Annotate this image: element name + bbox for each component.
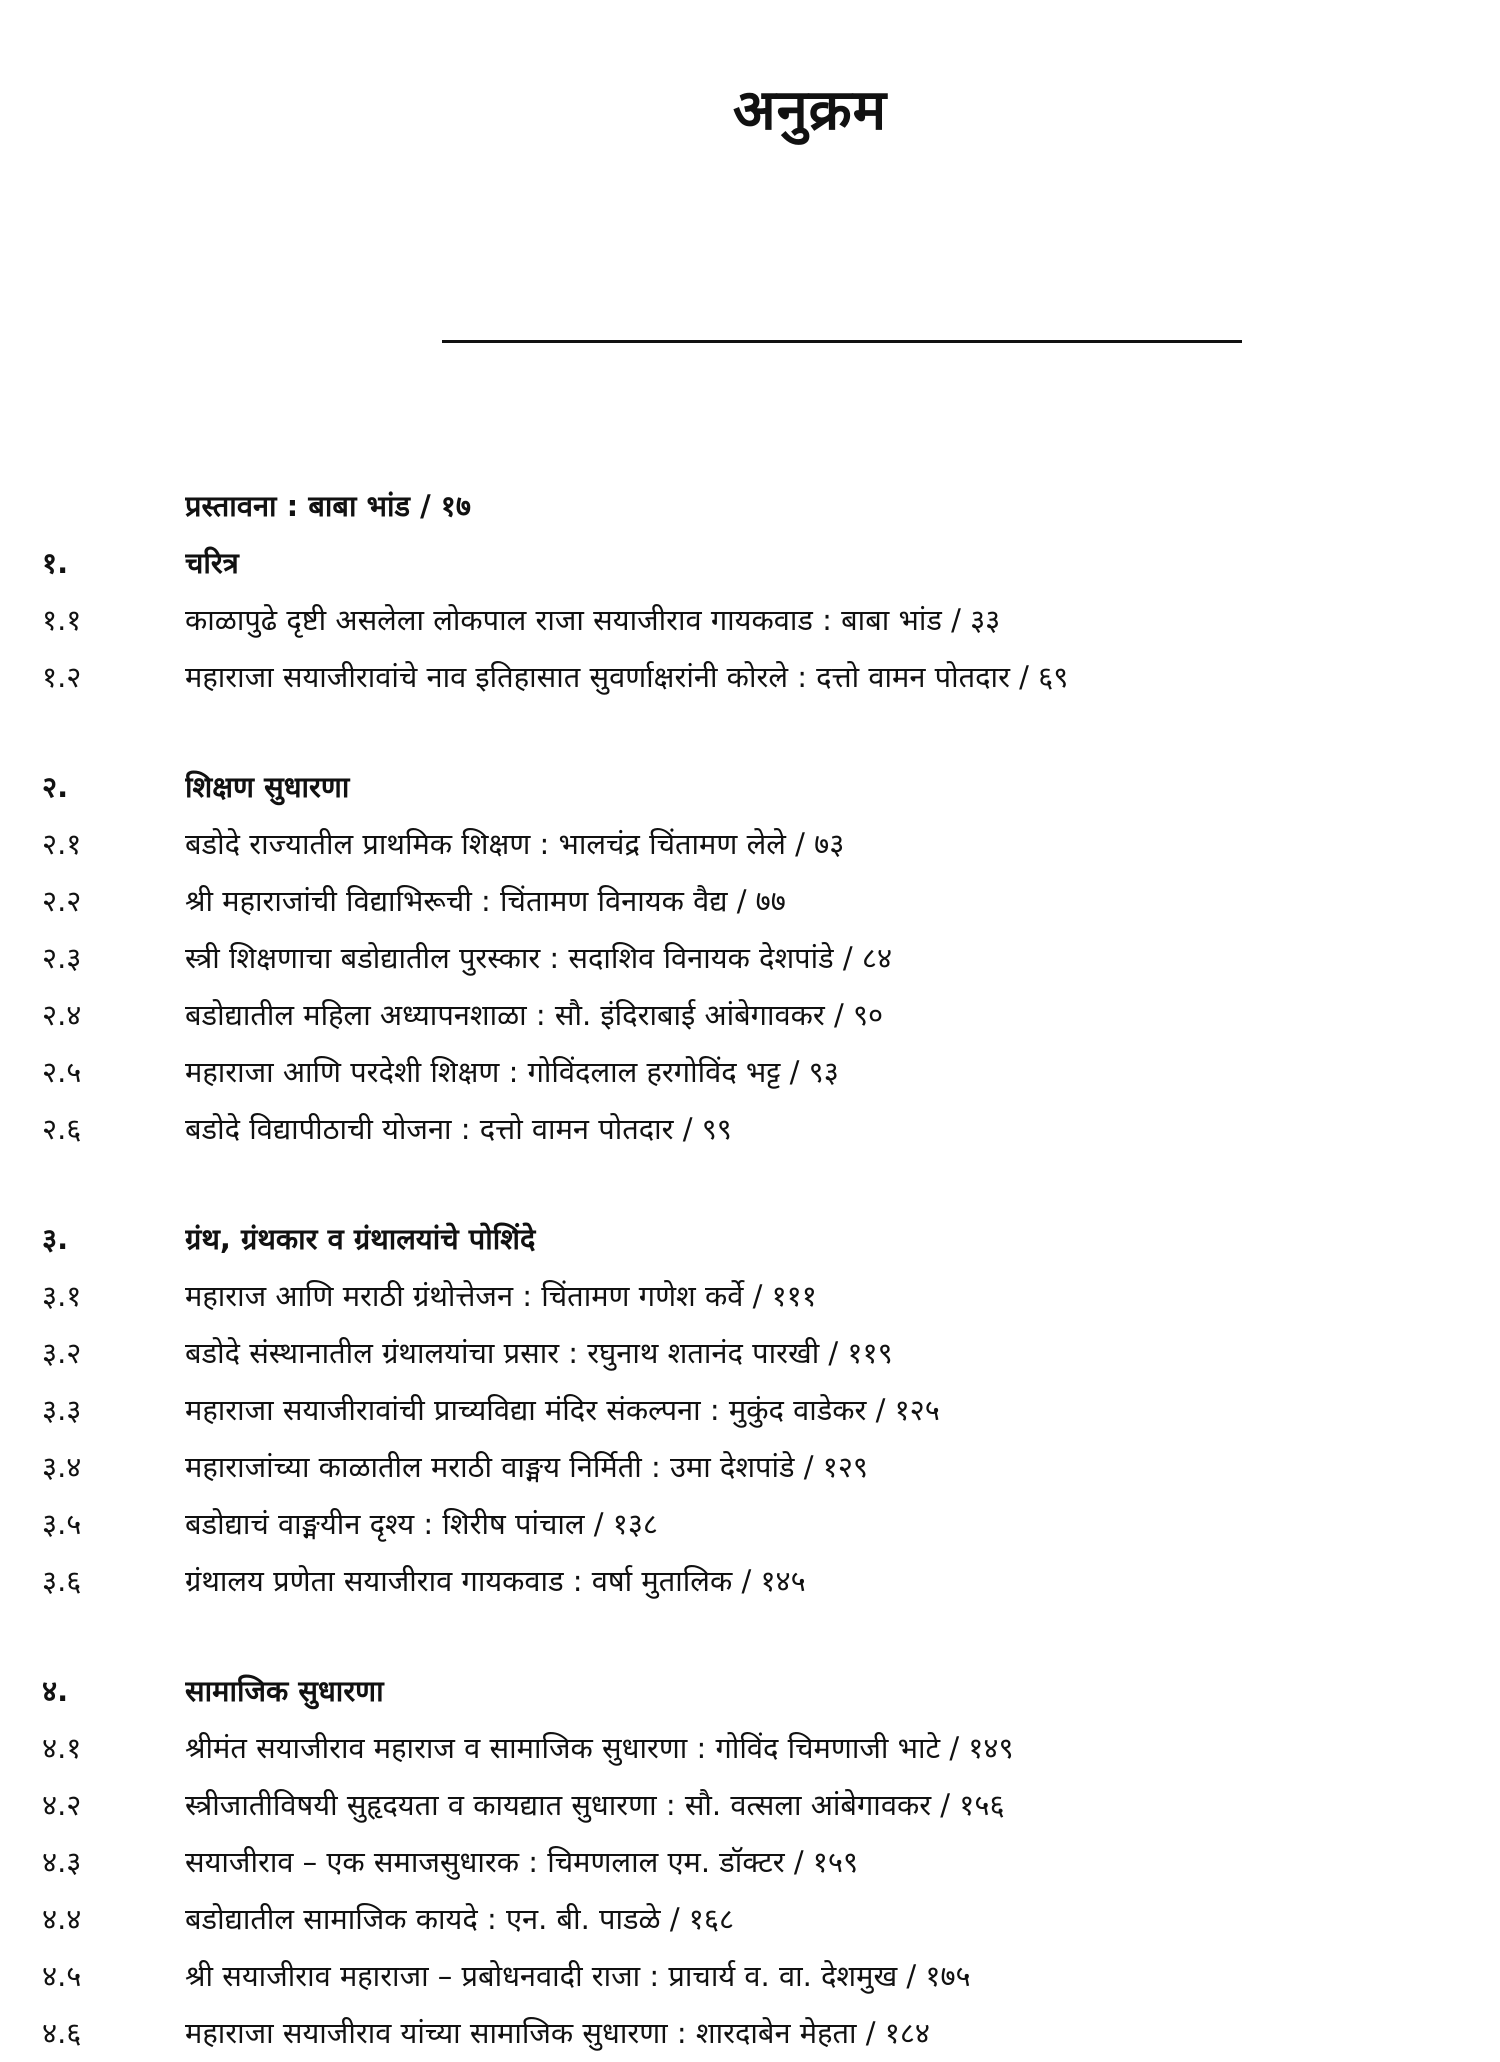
toc-entry (0, 1720, 1500, 1777)
toc-entry-text: श्रीमंत सयाजीराव महाराज व सामाजिक सुधारणा : गोविंद चिमणाजी भाटे / १४९ (185, 1731, 1014, 1765)
toc-entry-text: महाराजा आणि परदेशी शिक्षण : गोविंदलाल हरगोविंद भट्ट / ९३ (185, 1055, 839, 1089)
toc-entry-number: २.६ (42, 1112, 82, 1146)
toc-preface (0, 478, 1500, 535)
toc-entry (0, 1553, 1500, 1610)
toc-entry (0, 649, 1500, 706)
section-spacer (0, 1610, 1500, 1663)
toc-entry-number: ४.३ (42, 1845, 82, 1879)
toc-section-number: १. (42, 546, 69, 580)
title-divider (442, 340, 1242, 343)
toc-entry-text: महाराजा सयाजीरावांची प्राच्यविद्या मंदिर संकल्पना : मुकुंद वाडेकर / १२५ (185, 1393, 940, 1427)
toc-entry-text: सयाजीराव – एक समाजसुधारक : चिमणलाल एम. डॉक्टर / १५९ (185, 1845, 859, 1879)
page-title: अनुक्रम (732, 78, 888, 143)
toc-entry-text: काळापुढे दृष्टी असलेला लोकपाल राजा सयाजीराव गायकवाड : बाबा भांड / ३३ (185, 603, 1001, 637)
toc-section-title: चरित्र (185, 546, 239, 580)
toc-entry-number: १.२ (42, 660, 82, 694)
toc-section-number: ४. (42, 1674, 69, 1708)
toc-entry-number: ४.५ (42, 1959, 82, 1993)
toc-entry-text: बडोद्यातील महिला अध्यापनशाळा : सौ. इंदिराबाई आंबेगावकर / ९० (185, 998, 884, 1032)
toc-section-title: सामाजिक सुधारणा (185, 1674, 384, 1708)
toc-entry (0, 1777, 1500, 1834)
toc-entry-number: ४.१ (42, 1731, 82, 1765)
section-spacer (0, 706, 1500, 759)
toc-entry-number: ४.६ (42, 2016, 82, 2050)
toc-entry-number: १.१ (42, 603, 82, 637)
toc-entry-text: महाराजा सयाजीराव यांच्या सामाजिक सुधारणा : शारदाबेन मेहता / १८४ (185, 2016, 931, 2050)
toc-section-title: ग्रंथ, ग्रंथकार व ग्रंथालयांचे पोशिंदे (185, 1222, 536, 1256)
toc-entry-number: २.४ (42, 998, 82, 1032)
toc-entry-number: ४.४ (42, 1902, 82, 1936)
toc-entry (0, 1891, 1500, 1948)
toc-entry (0, 1439, 1500, 1496)
section-spacer (0, 1158, 1500, 1211)
toc-entry-text: श्री सयाजीराव महाराजा – प्रबोधनवादी राजा : प्राचार्य व. वा. देशमुख / १७५ (185, 1959, 971, 1993)
toc-entry-number: ३.२ (42, 1336, 82, 1370)
toc-entry-number: ३.३ (42, 1393, 82, 1427)
toc-entry-number: ३.१ (42, 1279, 82, 1313)
toc-entry-text: महाराजांच्या काळातील मराठी वाङ्मय निर्मिती : उमा देशपांडे / १२९ (185, 1450, 868, 1484)
toc-entry-number: २.१ (42, 827, 82, 861)
toc-entry (0, 1325, 1500, 1382)
toc-entry-text: बडोदे संस्थानातील ग्रंथालयांचा प्रसार : रघुनाथ शतानंद पारखी / ११९ (185, 1336, 893, 1370)
toc-entry-text: महाराजा सयाजीरावांचे नाव इतिहासात सुवर्णाक्षरांनी कोरले : दत्तो वामन पोतदार / ६९ (185, 660, 1069, 694)
toc-entry-number: २.३ (42, 941, 82, 975)
toc-entry-text: बडोदे विद्यापीठाची योजना : दत्तो वामन पोतदार / ९९ (185, 1112, 732, 1146)
toc-section-heading (0, 1211, 1500, 1268)
toc-entry (0, 1496, 1500, 1553)
toc-entry (0, 930, 1500, 987)
toc-entry-text: ग्रंथालय प्रणेता सयाजीराव गायकवाड : वर्षा मुतालिक / १४५ (185, 1564, 806, 1598)
toc-section-heading (0, 535, 1500, 592)
toc-entry-number: २.२ (42, 884, 82, 918)
toc-entry (0, 873, 1500, 930)
toc-section-heading (0, 759, 1500, 816)
toc-entry-number: २.५ (42, 1055, 82, 1089)
toc-entry (0, 2005, 1500, 2062)
toc-entry (0, 1044, 1500, 1101)
toc-entry-text: बडोद्यातील सामाजिक कायदे : एन. बी. पाडळे / १६८ (185, 1902, 735, 1936)
toc-entry-text: श्री महाराजांची विद्याभिरूची : चिंतामण विनायक वैद्य / ७७ (185, 884, 786, 918)
toc-entry-text: बडोद्याचं वाङ्मयीन दृश्य : शिरीष पांचाल / १३८ (185, 1507, 658, 1541)
toc-entry (0, 1268, 1500, 1325)
toc-section-number: ३. (42, 1222, 69, 1256)
toc-entry-text: महाराज आणि मराठी ग्रंथोत्तेजन : चिंतामण गणेश कर्वे / १११ (185, 1279, 817, 1313)
toc-entry-text: बडोदे राज्यातील प्राथमिक शिक्षण : भालचंद्र चिंतामण लेले / ७३ (185, 827, 845, 861)
toc-section-heading (0, 1663, 1500, 1720)
toc-entry-number: ३.६ (42, 1564, 82, 1598)
toc-entry (0, 1101, 1500, 1158)
toc-entry (0, 592, 1500, 649)
toc-section-title: शिक्षण सुधारणा (185, 770, 350, 804)
toc-entry (0, 816, 1500, 873)
toc-entry (0, 1834, 1500, 1891)
toc-entry-number: ३.५ (42, 1507, 82, 1541)
toc-entry (0, 987, 1500, 1044)
toc-entry-text: स्त्रीजातीविषयी सुहृदयता व कायद्यात सुधारणा : सौ. वत्सला आंबेगावकर / १५६ (185, 1788, 1005, 1822)
toc-entry (0, 1382, 1500, 1439)
toc-section-number: २. (42, 770, 69, 804)
toc-entry-number: ४.२ (42, 1788, 82, 1822)
toc-entry-number: ३.४ (42, 1450, 82, 1484)
toc-entry (0, 1948, 1500, 2005)
toc-entry-text: प्रस्तावना : बाबा भांड / १७ (185, 489, 471, 523)
table-of-contents (0, 478, 1500, 2062)
toc-entry-text: स्त्री शिक्षणाचा बडोद्यातील पुरस्कार : सदाशिव विनायक देशपांडे / ८४ (185, 941, 893, 975)
